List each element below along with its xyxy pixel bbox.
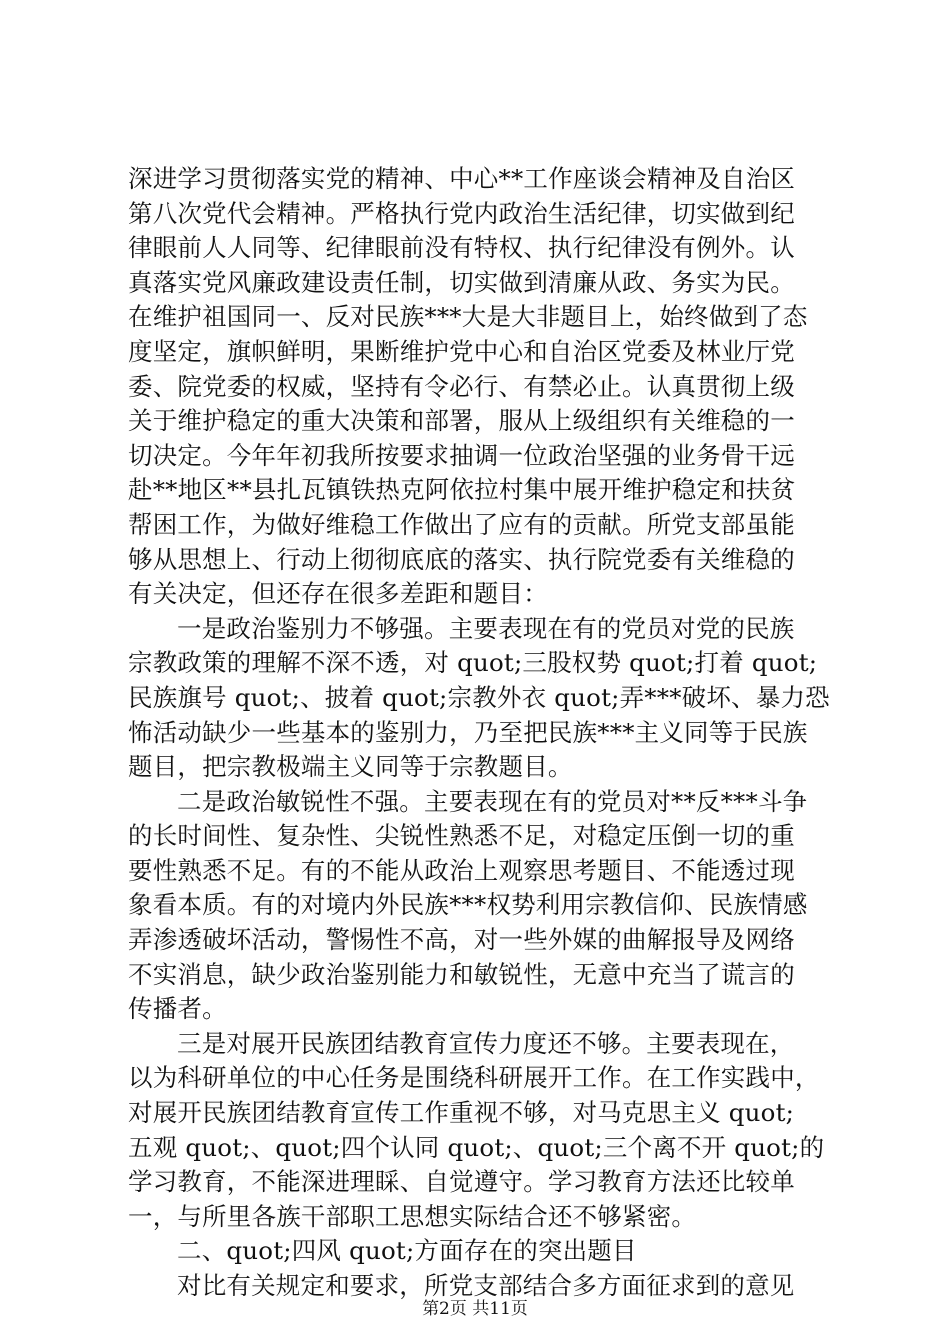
paragraph-start-line: 二是政治敏锐性不强。主要表现在有的党员对**反***斗争 — [177, 786, 808, 816]
paragraph-start-line: 对比有关规定和要求，所党支部结合多方面征求到的意见 — [177, 1271, 795, 1300]
text-line: 委、院党委的权威，坚持有令必行、有禁必止。认真贯彻上级 — [128, 371, 795, 401]
text-line: 题目，把宗教极端主义同等于宗教题目。 — [128, 752, 573, 782]
text-line: 切决定。今年年初我所按要求抽调一位政治坚强的业务骨干远 — [128, 440, 795, 470]
text-line: 五观 quot;、quot;四个认同 quot;、quot;三个离不开 quot;的 — [128, 1132, 825, 1162]
text-line: 关于维护稳定的重大决策和部署，服从上级组织有关维稳的一 — [128, 406, 795, 436]
text-line: 深进学习贯彻落实党的精神、中心**工作座谈会精神及自治区 — [128, 164, 796, 193]
text-line: 第八次党代会精神。严格执行党内政治生活纪律，切实做到纪 — [128, 198, 795, 228]
text-line: 弄渗透破坏活动，警惕性不高，对一些外媒的曲解报导及网络 — [128, 925, 795, 955]
text-line: 不实消息，缺少政治鉴别能力和敏锐性，无意中充当了谎言的 — [128, 959, 795, 989]
section-heading: 二、quot;四风 quot;方面存在的突出题目 — [177, 1236, 637, 1266]
text-line: 象看本质。有的对境内外民族***权势利用宗教信仰、民族情感 — [128, 890, 808, 920]
text-line: 度坚定，旗帜鲜明，果断维护党中心和自治区党委及林业厅党 — [128, 336, 795, 366]
text-line: 帮困工作，为做好维稳工作做出了应有的贡献。所党支部虽能 — [128, 509, 795, 539]
text-line: 一，与所里各族干部职工思想实际结合还不够紧密。 — [128, 1201, 697, 1231]
paragraph-start-line: 一是政治鉴别力不够强。主要表现在有的党员对党的民族 — [177, 613, 795, 643]
text-line: 的长时间性、复杂性、尖锐性熟悉不足，对稳定压倒一切的重 — [128, 821, 795, 851]
text-line: 民族旗号 quot;、披着 quot;宗教外衣 quot;弄***破坏、暴力恐 — [128, 682, 830, 712]
text-line: 真落实党风廉政建设责任制，切实做到清廉从政、务实为民。 — [128, 267, 795, 297]
text-line: 怖活动缺少一些基本的鉴别力，乃至把民族***主义同等于民族 — [128, 717, 808, 747]
text-line: 要性熟悉不足。有的不能从政治上观察思考题目、不能透过现 — [128, 855, 795, 885]
text-line: 律眼前人人同等、纪律眼前没有特权、执行纪律没有例外。认 — [128, 233, 795, 263]
text-line: 够从思想上、行动上彻彻底底的落实、执行院党委有关维稳的 — [128, 544, 795, 574]
text-line: 有关决定，但还存在很多差距和题目： — [128, 579, 548, 609]
text-line: 对展开民族团结教育宣传工作重视不够，对马克思主义 quot; — [128, 1098, 795, 1128]
paragraph-start-line: 三是对展开民族团结教育宣传力度还不够。主要表现在， — [177, 1028, 795, 1058]
text-line: 赴**地区**县扎瓦镇铁热克阿依拉村集中展开维护稳定和扶贫 — [128, 475, 796, 505]
text-line: 学习教育，不能深进理睬、自觉遵守。学习教育方法还比较单 — [128, 1167, 795, 1197]
text-line: 宗教政策的理解不深不透，对 quot;三股权势 quot;打着 quot; — [128, 648, 818, 678]
text-line: 以为科研单位的中心任务是围绕科研展开工作。在工作实践中， — [128, 1063, 820, 1093]
body-text — [128, 162, 828, 1304]
text-line: 传播者。 — [128, 994, 227, 1024]
text-line: 在维护祖国同一、反对民族***大是大非题目上，始终做到了态 — [128, 302, 808, 332]
page-footer: 第2页 共11页 — [422, 1299, 528, 1319]
